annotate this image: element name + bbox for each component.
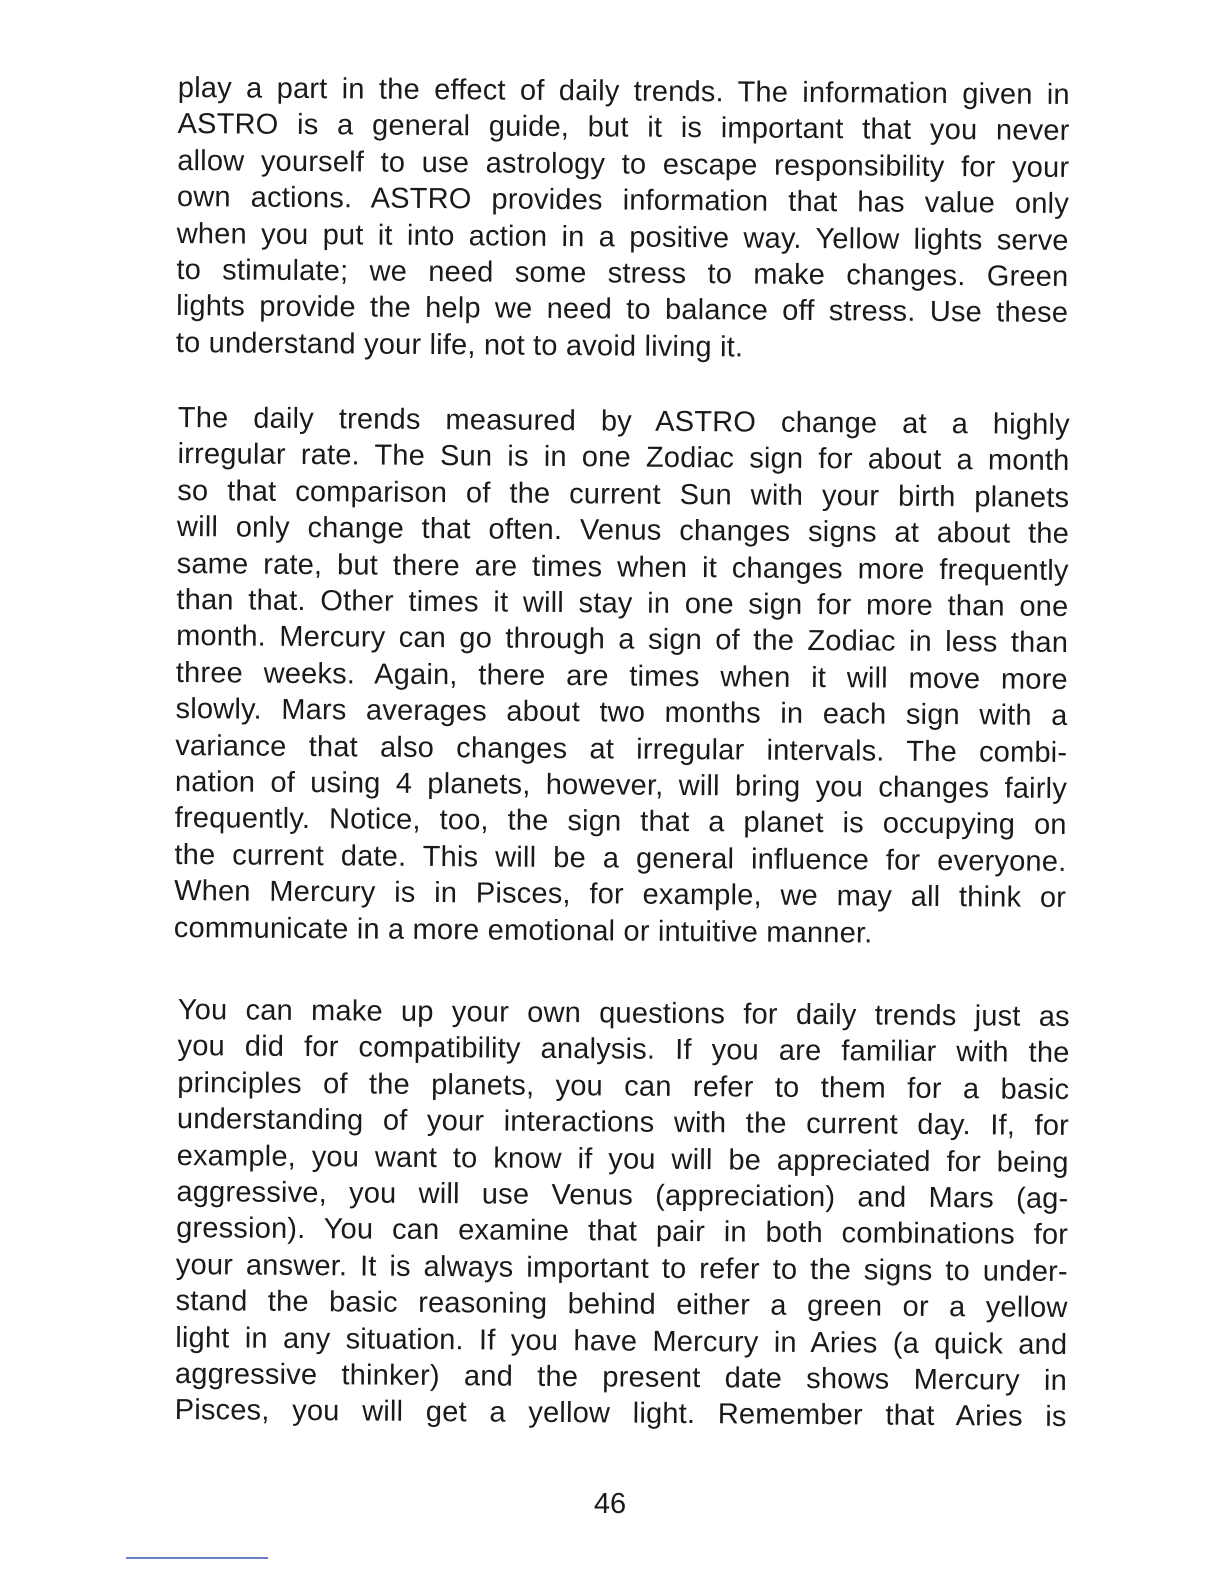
text-line: three weeks. Again, there are times when it will move more — [175, 656, 1068, 696]
text-line: light in any situation. If you have Mercury in Aries (a quick and — [175, 1321, 1068, 1361]
text-line: gression). You can examine that pair in both combinations for — [176, 1212, 1069, 1252]
text-line: frequently. Notice, too, the sign that a planet is occupying on — [174, 802, 1067, 842]
text-line: aggressive, you will use Venus (appreciation) and Mars (ag- — [176, 1176, 1069, 1216]
paragraph-1 — [176, 70, 1070, 368]
text-line: so that comparison of the current Sun with your birth planets — [177, 474, 1070, 514]
text-line: lights provide the help we need to balance off stress. Use these — [176, 290, 1069, 330]
text-line: variance that also changes at irregular intervals. The combi- — [175, 729, 1068, 769]
text-line: allow yourself to use astrology to escape responsibility for your — [177, 144, 1070, 184]
footer-rule — [126, 1557, 268, 1559]
text-line: When Mercury is in Pisces, for example, we may all think or — [174, 875, 1067, 915]
text-line: your answer. It is always important to refer to the signs to under- — [175, 1248, 1068, 1288]
text-line: Pisces, you will get a yellow light. Remember that Aries is — [174, 1394, 1067, 1434]
text-line: slowly. Mars averages about two months in each sign with a — [175, 693, 1068, 733]
text-line: aggressive thinker) and the present date shows Mercury in — [174, 1358, 1068, 1398]
text-line: month. Mercury can go through a sign of the Zodiac in less than — [176, 620, 1069, 660]
text-line: ASTRO is a general guide, but it is important that you never — [177, 108, 1070, 148]
text-line: play a part in the effect of daily trends. The information given in — [177, 71, 1070, 112]
page-number: 46 — [593, 1488, 627, 1520]
text-line: The daily trends measured by ASTRO change at a highly — [177, 401, 1070, 442]
text-line: will only change that often. Venus changes signs at about the — [176, 511, 1070, 551]
text-line: same rate, but there are times when it changes more frequently — [176, 547, 1069, 587]
text-line: irregular rate. The Sun is in one Zodiac sign for about a month — [177, 438, 1070, 478]
text-line: communicate in a more emotional or intuitive manner. — [173, 911, 873, 950]
text-line: nation of using 4 planets, however, will bring you changes fairly — [174, 766, 1068, 806]
text-line: you did for compatibility analysis. If you are familiar with the — [177, 1030, 1070, 1070]
paragraph-3 — [175, 992, 1070, 1436]
text-line: example, you want to know if you will be appreciated for being — [176, 1139, 1069, 1179]
text-line: understanding of your interactions with the current day. If, for — [176, 1103, 1070, 1143]
text-line: stand the basic reasoning behind either a green or a yellow — [175, 1285, 1068, 1325]
text-line: to understand your life, not to avoid living it. — [175, 326, 744, 364]
paragraph-2 — [174, 400, 1070, 953]
text-line: than that. Other times it will stay in one sign for more than one — [176, 584, 1069, 624]
text-line: principles of the planets, you can refer to them for a basic — [177, 1066, 1070, 1106]
text-line: when you put it into action in a positive way. Yellow lights serve — [176, 217, 1069, 257]
text-line: own actions. ASTRO provides information that has value only — [176, 181, 1070, 221]
text-line: You can make up your own questions for daily trends just as — [177, 993, 1070, 1034]
text-line: to stimulate; we need some stress to make changes. Green — [176, 254, 1069, 294]
text-line: the current date. This will be a general influence for everyone. — [174, 838, 1067, 878]
